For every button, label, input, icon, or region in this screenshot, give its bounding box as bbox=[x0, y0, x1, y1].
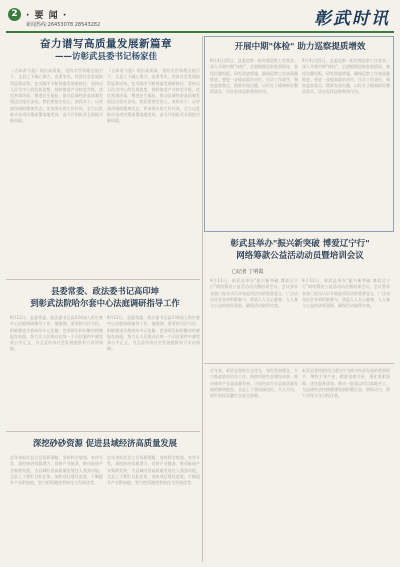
article-a-subtitle: ——访彰武县委书记杨家佳 bbox=[54, 52, 157, 62]
article-d-body-col2: 9月12日，县委常委、政法委书记高印坤深入哈尔套中心法庭调研指导工作。他强调，要坚持司法为民，积极推进矛盾纠纷多元化解，把非诉讼纠纷解决机制挺在前面，努力让人民群众在每一个司法案件中感受到公平正义，为全县经济社会发展提供有力司法保障。 bbox=[107, 315, 200, 352]
hotline-meta: 新闻热线:26453078 28543282 bbox=[26, 22, 101, 28]
article-c-title-line1: 彰武县举办"振兴新突破 博爱辽宁行" bbox=[230, 239, 370, 249]
article-b-title: 开展中期"体检" 助力巡察提质增效 bbox=[234, 42, 366, 52]
article-d-body-col1: 9月12日，县委常委、政法委书记高印坤深入哈尔套中心法庭调研指导工作。他强调，要坚持司法为民，积极推进矛盾纠纷多元化解，把非诉讼纠纷解决机制挺在前面，努力让人民群众在每一个司法案件中感受到公平正义，为全县经济社会发展提供有力司法保障。 bbox=[10, 315, 103, 352]
article-e-body-col2: 近年来彰武县立足资源禀赋，坚持科学规划、有序开发，深挖砂砂资源潜力，延伸产业链条，推动硅砂产业集群发展，为县域经济高质量发展注入强劲动能。全县上下紧盯目标任务，加快项目建设进度，不断提升产业附加值，努力把资源优势转化为发展优势。 bbox=[107, 455, 200, 486]
page-header bbox=[0, 0, 400, 32]
left-divider-2 bbox=[6, 431, 200, 432]
section-tag: · 要 闻 · bbox=[26, 11, 68, 21]
header-rule bbox=[6, 31, 394, 33]
article-b-body-col2: 9月4日至5日，县委巡察一组对照巡察工作要求，深入开展中期"体检"，全面梳理巡察进展情况，查找问题短板，研究改进措施，确保巡察工作高质量推进。要进一步提高政治站位，压实工作责任，聚焦监督重点，精准发现问题，以钉钉子精神抓好整改落实，切实发挥巡察利剑作用。 bbox=[302, 58, 390, 95]
article-a-body-col1: 《古彰育今报》现出高质量、党的宗旨和理念指引下，全县上下凝心聚力、奋勇争先，经济社会发展取得显著成效。在实践中不断探索发展新路径，坚持以人民为中心的发展思想，持续推进产业转型升级，优化营商环境，增进民生福祉，推动县域经济高质量发展迈出坚实步伐。我们要坚定信心、真抓实干，以更加昂扬的精神状态、更加务实的工作作风，全力以赴推动各项决策部署落地见效，奋力开创彰武全面振兴新局面。 bbox=[10, 68, 103, 124]
masthead-logo: 彰武时讯 bbox=[314, 9, 390, 29]
article-d-title-line1: 县委常委、政法委书记高印坤 bbox=[51, 286, 159, 296]
left-divider-1 bbox=[6, 279, 200, 280]
article-c-byline: □记者 丁明霞 bbox=[232, 269, 264, 275]
article-c-title-line2: 网络筹款公益活动动员暨培训会议 bbox=[236, 251, 364, 261]
article-b-body-col1: 9月4日至5日，县委巡察一组对照巡察工作要求，深入开展中期"体检"，全面梳理巡察进展情况，查找问题短板，研究改进措施，确保巡察工作高质量推进。要进一步提高政治站位，压实工作责任，聚焦监督重点，精准发现问题，以钉钉子精神抓好整改落实，切实发挥巡察利剑作用。 bbox=[210, 58, 298, 95]
article-a-body-col2: 《古彰育今报》现出高质量、党的宗旨和理念指引下，全县上下凝心聚力、奋勇争先，经济社会发展取得显著成效。在实践中不断探索发展新路径，坚持以人民为中心的发展思想，持续推进产业转型升级，优化营商环境，增进民生福祉，推动县域经济高质量发展迈出坚实步伐。我们要坚定信心、真抓实干，以更加昂扬的精神状态、更加务实的工作作风，全力以赴推动各项决策部署落地见效，奋力开创彰武全面振兴新局面。 bbox=[107, 68, 200, 124]
article-e-title: 深挖砂砂资源 促进县域经济高质量发展 bbox=[33, 438, 177, 448]
center-column-divider bbox=[202, 36, 203, 562]
right-body-col2: 彰武县坚持把项目建设作为推动经济发展的重要抓手，聚焦主导产业，精准招商引资，强化要素保障，优化服务质效，推动一批重点项目落地开工，为县域经济持续健康发展积蓄后劲、增添动力，努力实现全年目标任务。 bbox=[302, 368, 390, 399]
page-number-badge: 2 bbox=[8, 8, 21, 21]
article-e-body-col1: 近年来彰武县立足资源禀赋，坚持科学规划、有序开发，深挖砂砂资源潜力，延伸产业链条，推动硅砂产业集群发展，为县域经济高质量发展注入强劲动能。全县上下紧盯目标任务，加快项目建设进度，不断提升产业附加值，努力把资源优势转化为发展优势。 bbox=[10, 455, 103, 486]
article-d-title-line2: 到彰武法院哈尔套中心法庭调研指导工作 bbox=[30, 298, 180, 308]
right-divider bbox=[204, 363, 394, 364]
article-c-body-col2: 9月11日，彰武县举办"振兴新突破 博爱辽宁行"网络筹款公益活动动员暨培训会议。会议要求各部门充分认识开展此项活动的重要意义，广泛动员社会各界积极参与，营造人人关心慈善、人人参与公益的浓厚氛围，确保活动取得实效。 bbox=[302, 278, 390, 309]
article-a-title: 奋力谱写高质量发展新篇章 bbox=[40, 38, 172, 50]
article-c-body-col1: 9月11日，彰武县举办"振兴新突破 博爱辽宁行"网络筹款公益活动动员暨培训会议。会议要求各部门充分认识开展此项活动的重要意义，广泛动员社会各界积极参与，营造人人关心慈善、人人参与公益的浓厚氛围，确保活动取得实效。 bbox=[210, 278, 298, 309]
right-body-col1: 近年来，彰武县坚持生态优先、绿色发展理念，大力推进防沙治沙工作，持续巩固生态建设成果，推动林草产业高质量发展，让绿色成为全县高质量发展的鲜明底色。全县上下要再接再厉，久久为功，筑牢祖国北疆生态安全屏障。 bbox=[210, 368, 298, 399]
